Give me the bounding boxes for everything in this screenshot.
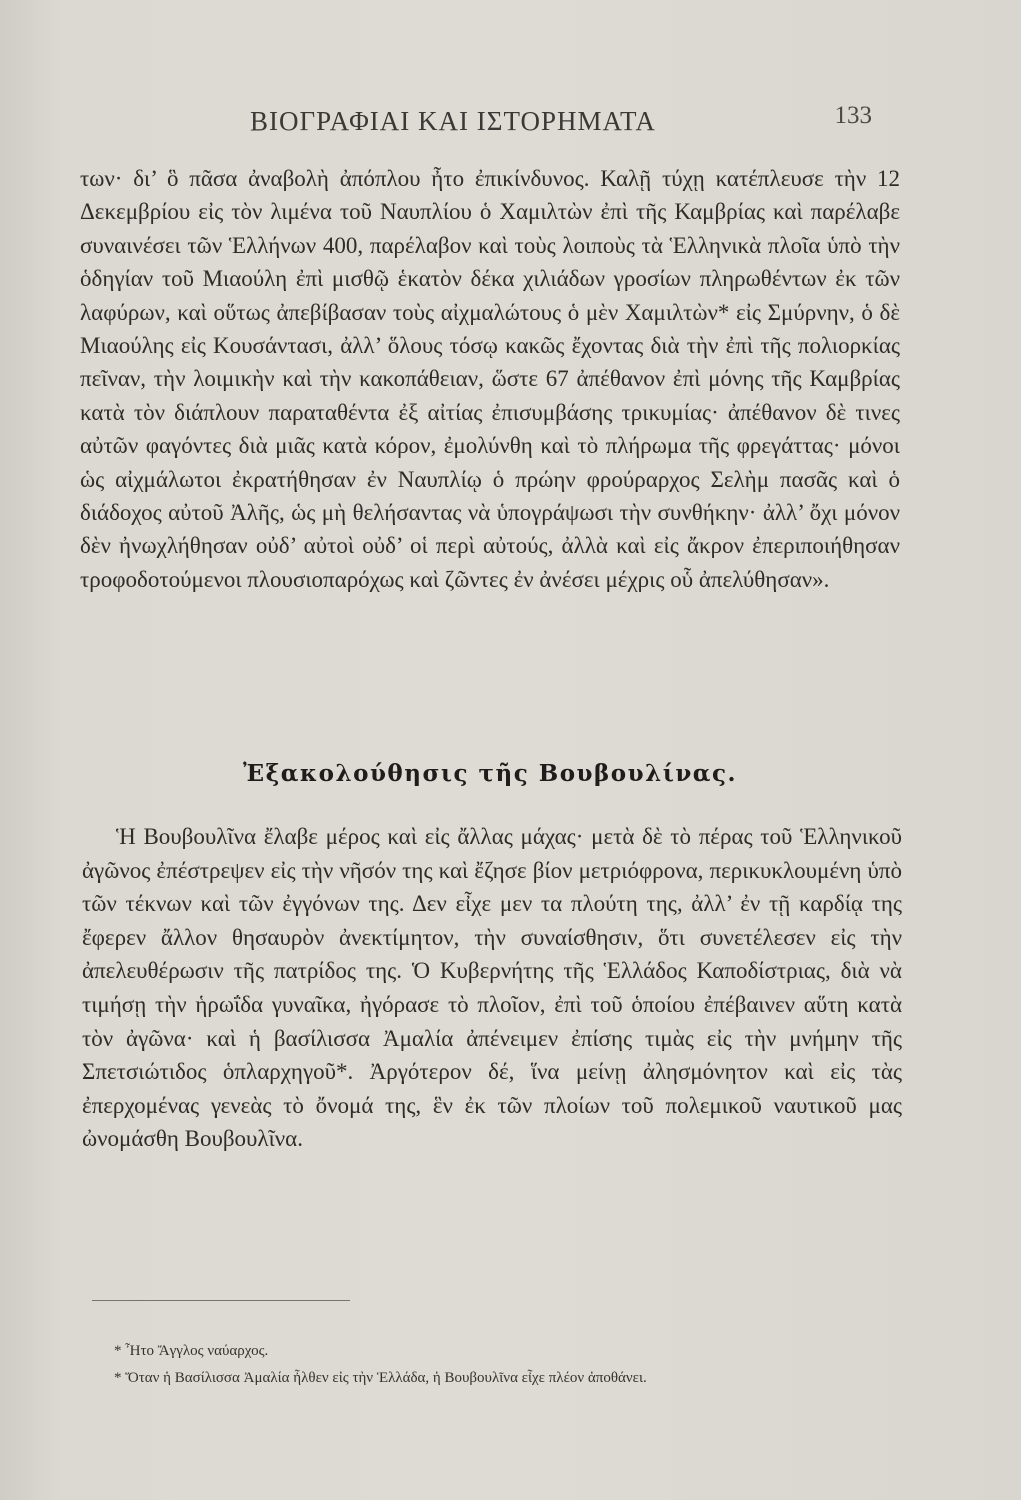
footnote-1 [90, 1338, 890, 1365]
footnote-2-marker: * [114, 1370, 122, 1386]
footnote-divider [92, 1300, 350, 1301]
section-paragraph: Ἡ Βουβουλῖνα ἔλαβε μέρος καὶ εἰς ἄλλας μάχας· μετὰ δὲ τὸ πέρας τοῦ Ἑλληνικοῦ ἀγῶνος ἐπέστρεψεν εἰς τὴν νῆσόν της καὶ ἔζησε βίον μετριόφρονα, περικυκλουμένη ὑπὸ τῶν τέκνων καὶ τῶν ἐγγόνων της. Δεν εἶχε μεν τα πλούτη της, ἀλλ’ ἐν τῇ καρδίᾳ της ἔφερεν ἄλλον θησαυρὸν ἀνεκτίμητον, τὴν συναίσθησιν, ὅτι συνετέλεσεν εἰς τὴν ἀπελευθέρωσιν τῆς πατρίδος της. Ὁ Κυβερνήτης τῆς Ἑλλάδος Καποδίστριας, διὰ νὰ τιμήσῃ τὴν ἡρωΐδα γυναῖκα, ἠγόρασε τὸ πλοῖον, ἐπὶ τοῦ ὁποίου ἐπέβαινεν αὕτη κατὰ τὸν ἀγῶνα· καὶ ἡ βασίλισσα Ἀμαλία ἀπένειμεν ἐπίσης τιμὰς εἰς τὴν μνήμην τῆς Σπετσιώτιδος ὁπλαρχηγοῦ*. Ἀργότερον δέ, ἵνα μείνῃ ἀλησμόνητον καὶ εἰς τὰς ἐπερχομένας γενεὰς τὸ ὄνομά της, ἓν ἐκ τῶν πλοίων τοῦ πολεμικοῦ ναυτικοῦ μας ὠνομάσθη Βουβουλῖνα. [82, 824, 902, 1152]
page-header [250, 100, 890, 140]
footnotes [90, 1338, 890, 1392]
section-heading: Ἐξακολούθησις τῆς Βουβουλίνας. [242, 760, 738, 787]
main-text-block [80, 162, 900, 596]
page-number: 133 [834, 102, 872, 129]
footnote-2 [90, 1365, 890, 1392]
running-title: ΒΙΟΓΡΑΦΙΑΙ ΚΑΙ ΙΣΤΟΡΗΜΑΤΑ [250, 106, 656, 136]
footnote-2-text: Ὅταν ἡ Βασίλισσα Ἀμαλία ἦλθεν εἰς τὴν Ἑλλάδα, ἡ Βουβουλῖνα εἶχε πλέον ἀποθάνει. [125, 1370, 647, 1386]
footnote-1-marker: * [114, 1343, 122, 1359]
paragraph-continuation: των· δι’ ὃ πᾶσα ἀναβολὴ ἀπόπλου ἦτο ἐπικίνδυνος. Καλῇ τύχῃ κατέπλευσε τὴν 12 Δεκεμβρίου εἰς τὸν λιμένα τοῦ Ναυπλίου ὁ Χαμιλτὼν ἐπὶ τῆς Καμβρίας καὶ παρέλαβε συναινέσει τῶν Ἑλλήνων 400, παρέλαβον καὶ τοὺς λοιποὺς τὰ Ἑλληνικὰ πλοῖα ὑπὸ τὴν ὁδηγίαν τοῦ Μιαούλη ἐπὶ μισθῷ ἑκατὸν δέκα χιλιάδων γροσίων πληρωθέντων ἐκ τῶν λαφύρων, καὶ οὕτως ἀπεβίβασαν τοὺς αἰχμαλώτους ὁ μὲν Χαμιλτὼν* εἰς Σμύρνην, ὁ δὲ Μιαούλης εἰς Κουσάντασι, ἀλλ’ ὅλους τόσῳ κακῶς ἔχοντας διὰ τὴν ἐπὶ τῆς πολιορκίας πεῖναν, τὴν λοιμικὴν καὶ τὴν κακοπάθειαν, ὥστε 67 ἀπέθανον ἐπὶ μόνης τῆς Καμβρίας κατὰ τὸν διάπλουν παραταθέντα ἐξ αἰτίας ἐπισυμβάσης τρικυμίας· ἀπέθανον δὲ τινες αὐτῶν φαγόντες διὰ μιᾶς κατὰ κόρον, ἐμολύνθη καὶ τὸ πλήρωμα τῆς φρεγάττας· μόνοι ὡς αἰχμάλωτοι ἐκρατήθησαν ἐν Ναυπλίῳ ὁ πρώην φρούραρχος Σελὴμ πασᾶς καὶ ὁ διάδοχος αὐτοῦ Ἀλῆς, ὡς μὴ θελήσαντας νὰ ὑπογράψωσι τὴν συνθήκην· ἀλλ’ ὄχι μόνον δὲν ἠνωχλήθησαν οὐδ’ αὐτοὶ οὐδ’ οἱ περὶ αὐτούς, ἀλλὰ καὶ εἰς ἄκρον ἐπεριποιήθησαν τροφοδοτούμενοι πλουσιοπαρόχως καὶ ζῶντες ἐν ἀνέσει μέχρις οὗ ἀπελύθησαν». [80, 166, 900, 592]
section-text-block [82, 820, 902, 1156]
footnote-1-text: Ἦτο Ἄγγλος ναύαρχος. [125, 1343, 269, 1359]
